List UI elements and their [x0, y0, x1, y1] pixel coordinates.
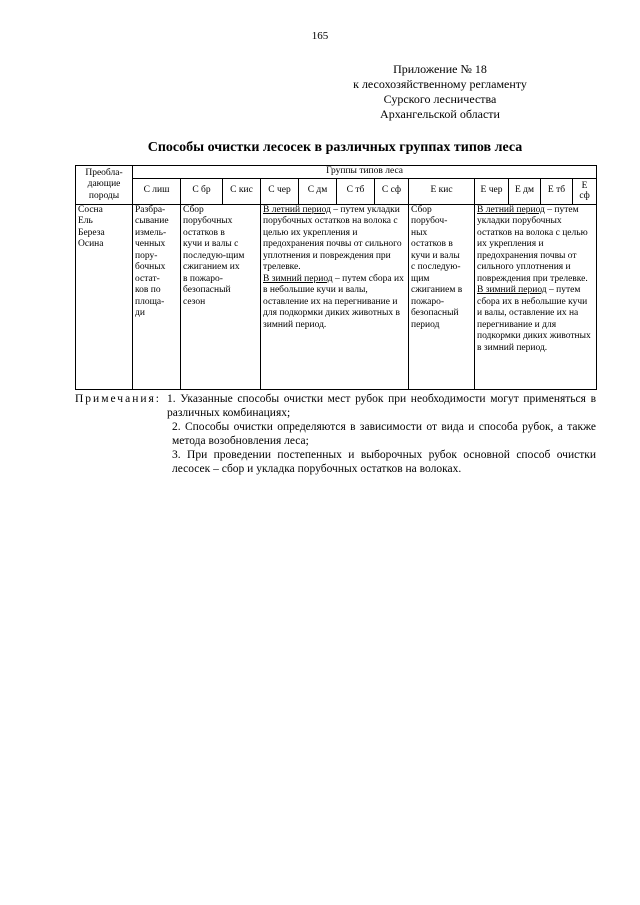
- document-title: Способы очистки лесосек в различных группах типов леса: [147, 140, 523, 155]
- winter-period-label: В зимний период: [263, 273, 333, 284]
- subheader-s-cher: С чер: [261, 178, 299, 204]
- winter-period-label: В зимний период: [477, 285, 547, 295]
- subheader-s-br: С бр: [181, 178, 223, 204]
- appendix-line-1: Приложение № 18: [393, 62, 487, 76]
- winter-period-text: – путем сбора их в небольшие кучи и валы, оставление их на перегнивание и для подкормки диких животных в зимний период.: [477, 285, 591, 353]
- subheader-e-kis: Е кис: [409, 178, 475, 204]
- cell-species: Сосна Ель Береза Осина: [76, 204, 133, 389]
- cell-e-group-method: [475, 204, 597, 389]
- cell-s-lish: Разбра- сывание измель- ченных пору- бочных остат- ков по площа- ди: [133, 204, 181, 389]
- winter-period-text: – путем сбора их в небольшие кучи и валы, оставление их на перегнивание и для подкормки диких животных в зимний период.: [263, 273, 404, 330]
- summer-period-label: В летний период: [477, 204, 545, 215]
- subheader-s-tb: С тб: [337, 178, 375, 204]
- appendix-line-3: Сурского лесничества: [383, 92, 497, 106]
- cell-e-kis: Сбор порубоч- ных остатков в кучи и валы с последую- щим сжиганием в пожаро- безопасный период: [409, 204, 475, 389]
- cleanup-methods-table: [75, 165, 597, 390]
- note-1: 1. Указанные способы очистки мест рубок при необходимости могут применяться в различных комбинациях;: [167, 393, 596, 419]
- cell-s-br-kis: Сбор порубочных остатков в кучи и валы с последую-щим сжиганием их в пожаро- безопасный сезон: [181, 204, 261, 389]
- summer-period-label: В летний период: [263, 204, 331, 215]
- subheader-e-cher: Е чер: [475, 178, 509, 204]
- subheader-s-sf: С сф: [375, 178, 409, 204]
- subheader-s-lish: С лиш: [133, 178, 181, 204]
- summer-period-text: – путем укладки порубочных остатков на волока с целью их укрепления и предохранения почвы от сильного уплотнения и повреждения при трелевке.: [263, 204, 402, 272]
- subheader-e-sf: Е сф: [573, 178, 597, 204]
- subheader-s-dm: С дм: [299, 178, 337, 204]
- subheader-e-dm: Е дм: [509, 178, 541, 204]
- note-2: 2. Способы очистки определяются в зависимости от вида и способа рубок, а также метода возобновления леса;: [172, 421, 596, 447]
- appendix-header: [345, 62, 535, 122]
- notes-label: Примечания:: [75, 393, 161, 405]
- header-forest-groups: Группы типов леса: [133, 166, 597, 179]
- cell-s-group-method: [261, 204, 409, 389]
- notes-section: [75, 392, 596, 476]
- header-species: Преобла- дающие породы: [76, 166, 133, 205]
- subheader-e-tb: Е тб: [541, 178, 573, 204]
- summer-period-text: – путем укладки порубочных остатков на волока с целью их укрепления и предохранения почвы от сильного уплотнения и повреждения при трелевке.: [477, 204, 588, 284]
- appendix-line-4: Архангельской области: [380, 107, 500, 121]
- note-3: 3. При проведении постепенных и выборочных рубок основной способ очистки лесосек – сбор и укладка порубочных остатков на волоках.: [172, 449, 596, 475]
- appendix-line-2: к лесохозяйственному регламенту: [353, 77, 527, 91]
- subheader-s-kis: С кис: [223, 178, 261, 204]
- page-number: 165: [311, 30, 329, 42]
